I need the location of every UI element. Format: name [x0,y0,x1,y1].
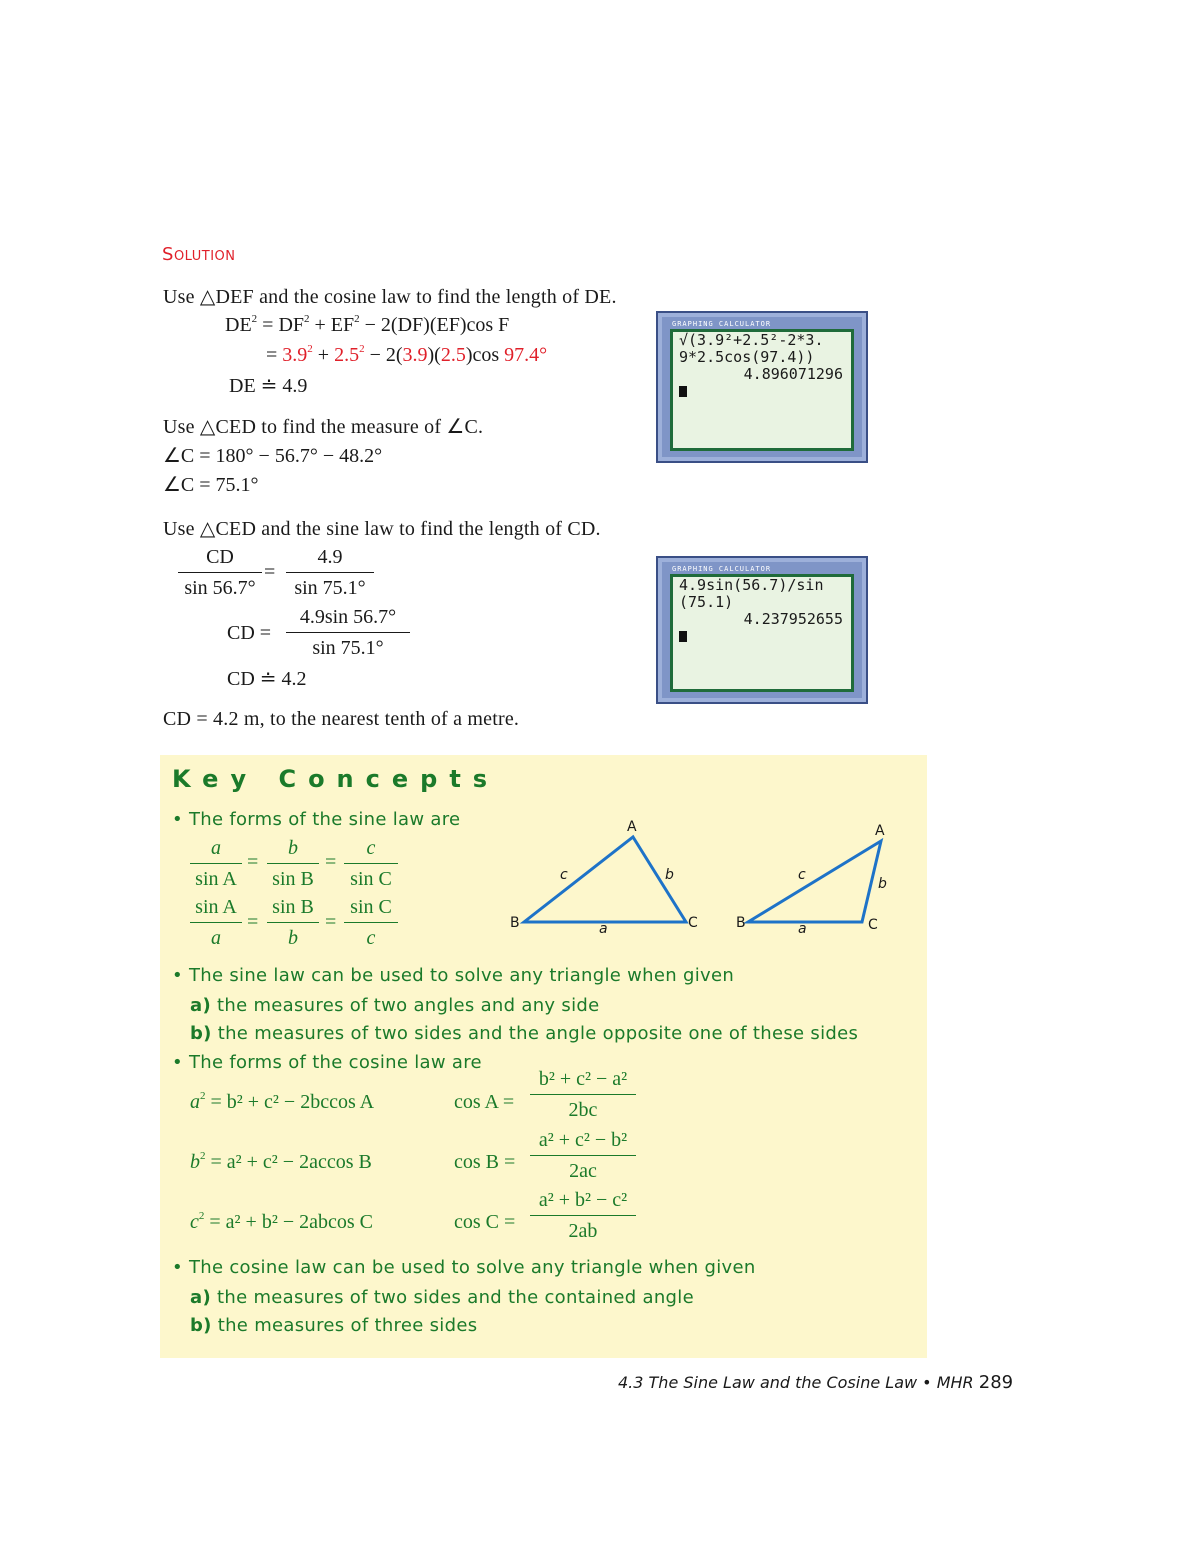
vertex-label-A1: A [627,819,637,835]
eq2-b: 2.5 [334,344,360,366]
sine-usage-a [190,995,599,1016]
footer-text: 4.3 The Sine Law and the Cosine Law • MHR [618,1373,974,1392]
bullet-text: The cosine law can be used to solve any triangle when given [188,1257,756,1278]
cosA-num: b² + c² − a² [530,1068,636,1095]
eq2-plus: + [312,344,335,366]
var-a: a [211,927,221,949]
solution-heading [162,244,236,265]
frac-c-sinC [344,837,398,891]
sinB: sin B [267,896,319,923]
eq2-mid: − 2( [364,344,403,366]
frac-a-sinA [190,837,242,891]
cosine-equation-1 [225,314,509,337]
solution-line-1: Use △DEF and the cosine law to find the length of DE. [163,286,617,308]
var-c: c [190,1211,199,1233]
graphing-calculator-2 [656,556,868,704]
eq2-eq: = [266,344,283,366]
eq2-mid2: )( [427,344,441,366]
solution-heading-big: S [162,244,174,265]
item-text: the measures of three sides [211,1315,478,1336]
cd-label: CD = [227,622,272,644]
item-text: the measures of two sides and the contained angle [210,1287,694,1308]
var-a: a [211,837,221,859]
cd-result: CD ≐ 4.2 [227,668,307,690]
calculator-screen [670,329,854,451]
fraction-cd-formula [286,606,410,660]
side-label-b1: b [665,867,674,883]
bullet-icon: • [172,965,183,986]
key-concepts-title: Key Concepts [172,765,500,793]
eq2-a: 3.9 [282,344,308,366]
equals: = [247,851,259,873]
page-number: 289 [978,1372,1014,1393]
fraction-cd-sin56 [178,546,262,600]
side-label-a2: a [798,921,807,937]
sine-usage-b [190,1023,858,1044]
frac2-den: sin 75.1° [294,577,366,599]
frac-sinC-c [344,896,398,950]
cosine-usage-a [190,1287,694,1308]
bullet-text: The forms of the sine law are [188,809,461,830]
item-letter: b) [190,1023,212,1044]
vertex-label-B2: B [736,915,746,931]
var-c: c [366,837,376,859]
calc-line-2: 9*2.5cos(97.4)) [679,348,815,366]
solution-heading-small: OLUTION [173,249,236,264]
angle-equation-1: ∠C = 180° − 56.7° − 48.2° [163,445,383,467]
cosC-num: a² + b² − c² [530,1189,636,1216]
calculator-title: GRAPHING CALCULATOR [672,565,772,572]
bullet-sine-usage [172,965,734,986]
sup: 2 [354,313,360,325]
bullet-icon: • [172,1257,183,1278]
equals: = [325,851,337,873]
frac-sinA-a [190,896,242,950]
side-label-c2: c [798,867,806,883]
cos3-rhs: = a² + b² − 2abcos C [209,1211,373,1233]
sinA: sin A [195,868,237,890]
angle-equation-2: ∠C = 75.1° [163,474,259,496]
sinC: sin C [350,868,392,890]
cosC-label: cos C = [454,1211,516,1233]
eq2-e: 97.4° [504,344,548,366]
var-c: c [366,927,376,949]
item-text: the measures of two sides and the angle opposite one of these sides [211,1023,859,1044]
item-letter: a) [190,1287,211,1308]
eq1-rhs-b: + EF [309,314,355,336]
fraction-4.9-sin75 [286,546,374,600]
frac-cosA [530,1068,636,1122]
eq1-rhs-c: − 2(DF)(EF)cos F [359,314,510,336]
calculator-screen [670,574,854,692]
vertex-label-A2: A [875,823,885,839]
item-letter: b) [190,1315,212,1336]
page-footer [618,1372,1013,1393]
var-a: a [190,1091,200,1113]
item-text: the measures of two angles and any side [210,995,600,1016]
key-concepts-panel [160,755,927,1358]
eq1-lhs: DE [225,314,252,336]
acute-triangle [524,837,686,922]
calc-line-1: 4.9sin(56.7)/sin [679,576,824,594]
item-letter: a) [190,995,211,1016]
cursor-icon [679,386,687,397]
frac-cosC [530,1189,636,1243]
bullet-cosine-usage [172,1257,756,1278]
eq2-c: 3.9 [402,344,428,366]
calc-line-1: √(3.9²+2.5²-2*3. [679,331,824,349]
vertex-label-C2: C [868,917,878,933]
cosine-law-c [190,1211,373,1234]
sinC: sin C [344,896,398,923]
cosA-label: cos A = [454,1091,515,1113]
frac2-num: 4.9 [286,546,374,573]
sup: 2 [251,313,258,325]
side-label-c1: c [560,867,568,883]
sup: 2 [307,343,313,355]
vertex-label-C1: C [688,915,698,931]
cosine-law-b [190,1151,372,1174]
var-b: b [190,1151,200,1173]
cosB-num: a² + c² − b² [530,1129,636,1156]
equals: = [325,911,337,933]
sup: 2 [200,1150,206,1162]
sup: 2 [359,343,365,355]
bullet-cosine-forms [172,1052,482,1073]
sup: 2 [200,1090,206,1102]
cos2-rhs: = a² + c² − 2accos B [210,1151,372,1173]
side-label-b2: b [878,876,887,892]
cosC-den: 2ab [568,1220,598,1242]
obtuse-triangle [748,841,881,922]
eq2-cos: )cos [465,344,505,366]
equals: = [247,911,259,933]
vertex-label-B1: B [510,915,520,931]
frac-cosB [530,1129,636,1183]
sup: 2 [198,1210,205,1222]
cursor-icon [679,631,687,642]
eq1-rhs-a: = DF [262,314,305,336]
bullet-icon: • [172,809,183,830]
solution-line-2: Use △CED to find the measure of ∠C. [163,416,484,438]
bullet-text: The sine law can be used to solve any triangle when given [188,965,735,986]
var-b: b [288,927,298,949]
calc-result: 4.237952655 [743,610,843,628]
graphing-calculator-1 [656,311,868,463]
de-result: DE ≐ 4.9 [229,375,308,397]
cosine-equation-2 [266,344,547,367]
sinB: sin B [272,868,314,890]
frac-b-sinB [267,837,319,891]
conclusion: CD = 4.2 m, to the nearest tenth of a metre. [163,708,520,730]
bullet-icon: • [172,1052,183,1073]
cosB-label: cos B = [454,1151,516,1173]
eq2-d: 2.5 [440,344,466,366]
frac3-num: 4.9sin 56.7° [286,606,410,633]
cosB-den: 2ac [569,1160,597,1182]
var-b: b [288,837,298,859]
cos1-rhs: = b² + c² − 2bccos A [210,1091,375,1113]
cosine-usage-b [190,1315,477,1336]
equals-sign: = [264,561,276,583]
calc-result: 4.896071296 [743,365,843,383]
frac-sinB-b [267,896,319,950]
calculator-title: GRAPHING CALCULATOR [672,320,772,327]
frac1-num: CD [178,546,262,573]
sup: 2 [304,313,310,325]
bullet-sine-forms [172,809,460,830]
solution-line-3: Use △CED and the sine law to find the length of CD. [163,518,601,540]
side-label-a1: a [599,921,608,937]
frac1-den: sin 56.7° [184,577,256,599]
bullet-text: The forms of the cosine law are [188,1052,482,1073]
cosine-law-a [190,1091,374,1114]
sinA: sin A [190,896,242,923]
cosA-den: 2bc [568,1099,598,1121]
calc-line-2: (75.1) [679,593,734,611]
frac3-den: sin 75.1° [312,637,384,659]
